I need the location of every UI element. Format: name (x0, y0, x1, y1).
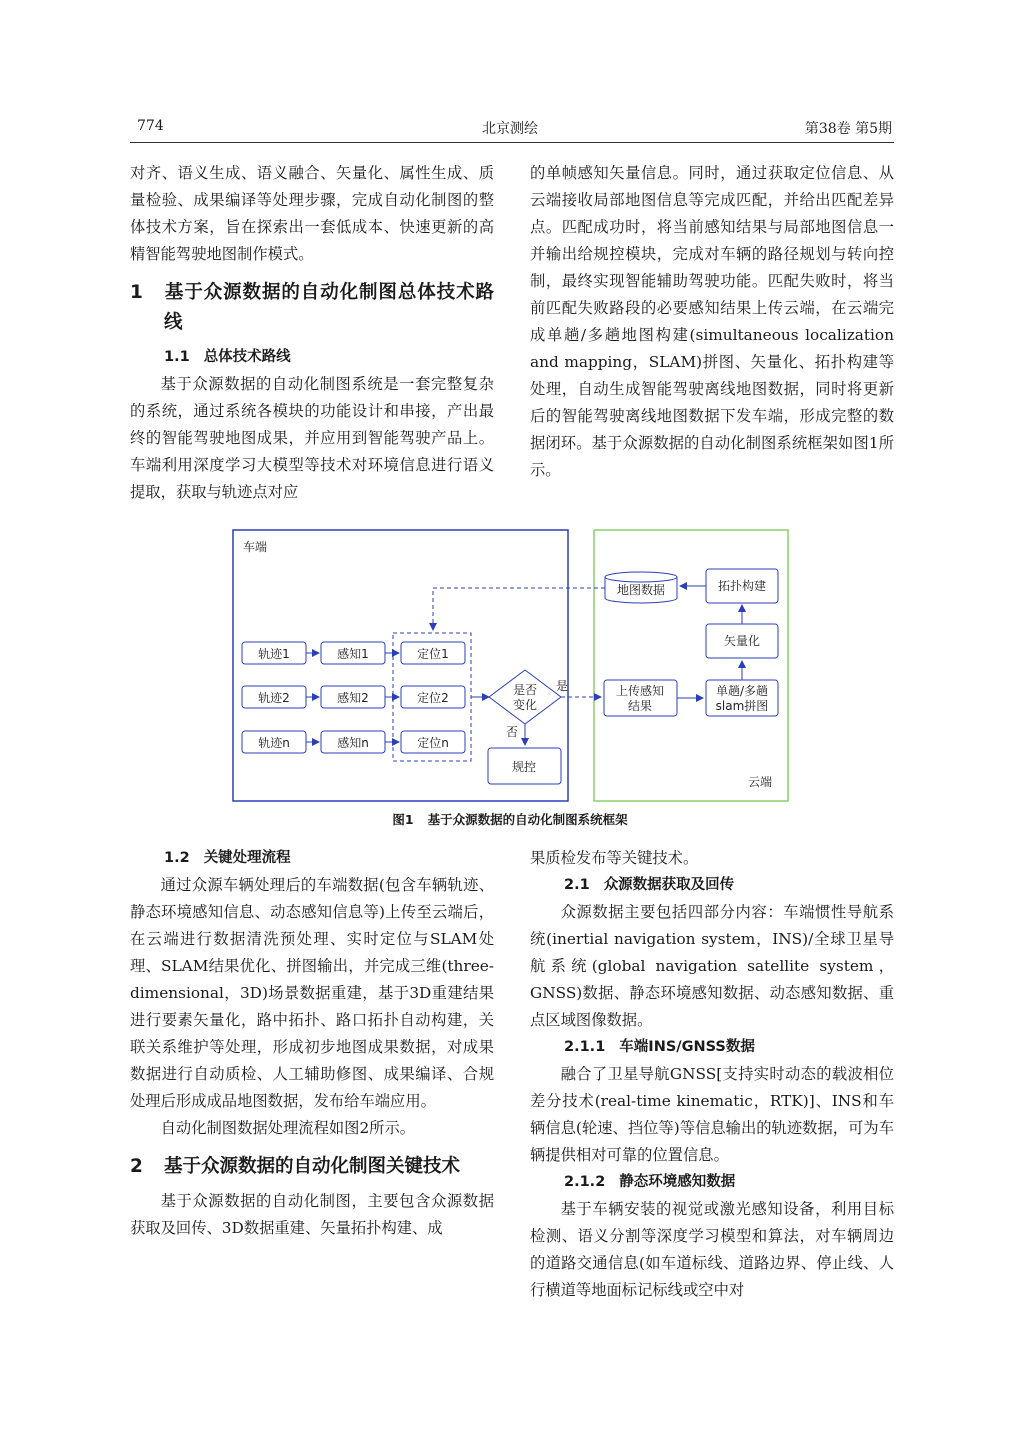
track-label-n: 轨迹n (258, 736, 290, 750)
section-heading-2 (130, 1152, 494, 1182)
figure-number: 图1 (392, 812, 414, 827)
figure-1-caption (0, 810, 1020, 828)
no-label: 否 (506, 725, 519, 739)
section-number: 1.2 (164, 850, 190, 866)
paragraph: 众源数据主要包括四部分内容：车端惯性导航系统(inertial navigation system，INS)/全球卫星导航系统(global navigation satellite system，GNSS)数据、静态环境感知数据、动态感知数据、重点区域图像数据。 (530, 903, 894, 1029)
slam-label-line1: 单趟/多趟 (715, 684, 769, 698)
paragraph: 的单帧感知矢量信息。同时，通过获取定位信息、从云端接收局部地图信息等完成匹配，并给出匹配差异点。匹配成功时，将当前感知结果与局部地图信息一并输出给规控模块，完成对车辆的路径规划与转向控制，最终实现智能辅助驾驶功能。匹配失败时，将当前匹配失败路段的必要感知结果上传云端，在云端完成单趟/多趟地图构建(simultaneous localization and mapping，SLAM)拼图、矢量化、拓扑构建等处理，自动生成智能驾驶离线地图数据，同时将更新后的智能驾驶离线地图数据下发车端，形成完整的数据闭环。基于众源数据的自动化制图系统框架如图1所示。 (530, 164, 894, 479)
subsection-heading-2-1-1 (530, 1034, 894, 1061)
paragraph: 基于车辆安装的视觉或激光感知设备，利用目标检测、语义分割等深度学习模型和算法，对车辆周边的道路交通信息(如车道标线、道路边界、停止线、人行横道等地面标记标线或空中对 (530, 1200, 894, 1299)
section-number: 2.1.1 (564, 1039, 606, 1055)
topology-label: 拓扑构建 (717, 579, 767, 593)
subsection-heading-2-1 (530, 872, 894, 899)
perceive-label-2: 感知2 (337, 691, 369, 705)
track-label-2: 轨迹2 (258, 691, 290, 705)
section-title: 基于众源数据的自动化制图总体技术路线 (164, 282, 494, 333)
section-title: 众源数据获取及回传 (603, 877, 735, 893)
locate-label-1: 定位1 (417, 647, 449, 661)
figure-caption-text: 基于众源数据的自动化制图系统框架 (427, 812, 628, 827)
paragraph: 基于众源数据的自动化制图系统是一套完整复杂的系统，通过系统各模块的功能设计和串接，产出最终的智能驾驶地图成果，并应用到智能驾驶产品上。车端利用深度学习大模型等技术对环境信息进行语义提取，获取与轨迹点对应 (130, 375, 494, 501)
left-column-bottom (130, 845, 494, 1242)
vectorize-label: 矢量化 (723, 634, 761, 648)
paragraph: 融合了卫星导航GNSS[支持实时动态的载波相位差分技术(real-time kinematic，RTK)]、INS和车辆信息(轮速、挡位等)等信息输出的轨迹数据，可为车辆提供相对可靠的位置信息。 (530, 1065, 894, 1164)
upload-label-line1: 上传感知 (615, 684, 665, 698)
paragraph: 通过众源车辆处理后的车端数据(包含车辆轨迹、静态环境感知信息、动态感知信息等)上传至云端后，在云端进行数据清洗预处理、实时定位与SLAM处理、SLAM结果优化、拼图输出，并完成三维(three-dimensional，3D)场景数据重建，基于3D重建结果进行要素矢量化，路中拓扑、路口拓扑自动构建，关联关系维护等处理，形成初步地图成果数据，对成果数据进行自动质检、人工辅助修图、成果编译、合规处理后形成成品地图数据，发布给车端应用。 (130, 876, 494, 1110)
locate-label-n: 定位n (417, 736, 449, 750)
section-number: 2 (130, 1156, 143, 1177)
upload-label-line2: 结果 (627, 699, 653, 713)
arrow-map-to-locate (433, 588, 605, 630)
right-column-bottom (530, 845, 894, 1304)
yes-label: 是 (556, 679, 569, 693)
decision-label-line1: 是否 (512, 683, 538, 697)
decision-node (489, 670, 561, 724)
control-label: 规控 (511, 760, 537, 774)
subsection-heading-2-1-2 (530, 1169, 894, 1196)
section-title: 基于众源数据的自动化制图关键技术 (164, 1156, 461, 1177)
paragraph: 果质检发布等关键技术。 (530, 849, 699, 867)
decision-label-line2: 变化 (512, 698, 538, 712)
perceive-label-1: 感知1 (337, 647, 369, 661)
vehicle-label: 车端 (243, 540, 268, 554)
section-number: 1.1 (164, 349, 190, 365)
perceive-label-n: 感知n (337, 736, 369, 750)
section-title: 车端INS/GNSS数据 (619, 1039, 755, 1055)
section-number: 2.1 (564, 877, 590, 893)
section-number: 1 (130, 282, 143, 303)
volume-issue: 第38卷 第5期 (804, 121, 892, 137)
subsection-heading-1-2 (130, 845, 494, 872)
paragraph: 基于众源数据的自动化制图，主要包含众源数据获取及回传、3D数据重建、矢量拓扑构建、成 (130, 1192, 494, 1237)
slam-label-line2: slam拼图 (715, 699, 769, 713)
journal-name: 北京测绘 (482, 121, 538, 137)
locate-label-2: 定位2 (417, 691, 449, 705)
cloud-label: 云端 (748, 775, 773, 789)
page-number: 774 (137, 118, 164, 134)
track-label-1: 轨迹1 (258, 647, 290, 661)
section-title: 关键处理流程 (203, 850, 291, 866)
section-title: 静态环境感知数据 (619, 1174, 736, 1190)
section-title: 总体技术路线 (203, 349, 291, 365)
section-number: 2.1.2 (564, 1174, 606, 1190)
paragraph: 自动化制图数据处理流程如图2所示。 (160, 1119, 416, 1137)
paragraph: 对齐、语义生成、语义融合、矢量化、属性生成、质量检验、成果编译等处理步骤，完成自动化制图的整体技术方案，旨在探索出一套低成本、快速更新的高精智能驾驶地图制作模式。 (130, 164, 494, 263)
map-data-label: 地图数据 (616, 583, 666, 597)
